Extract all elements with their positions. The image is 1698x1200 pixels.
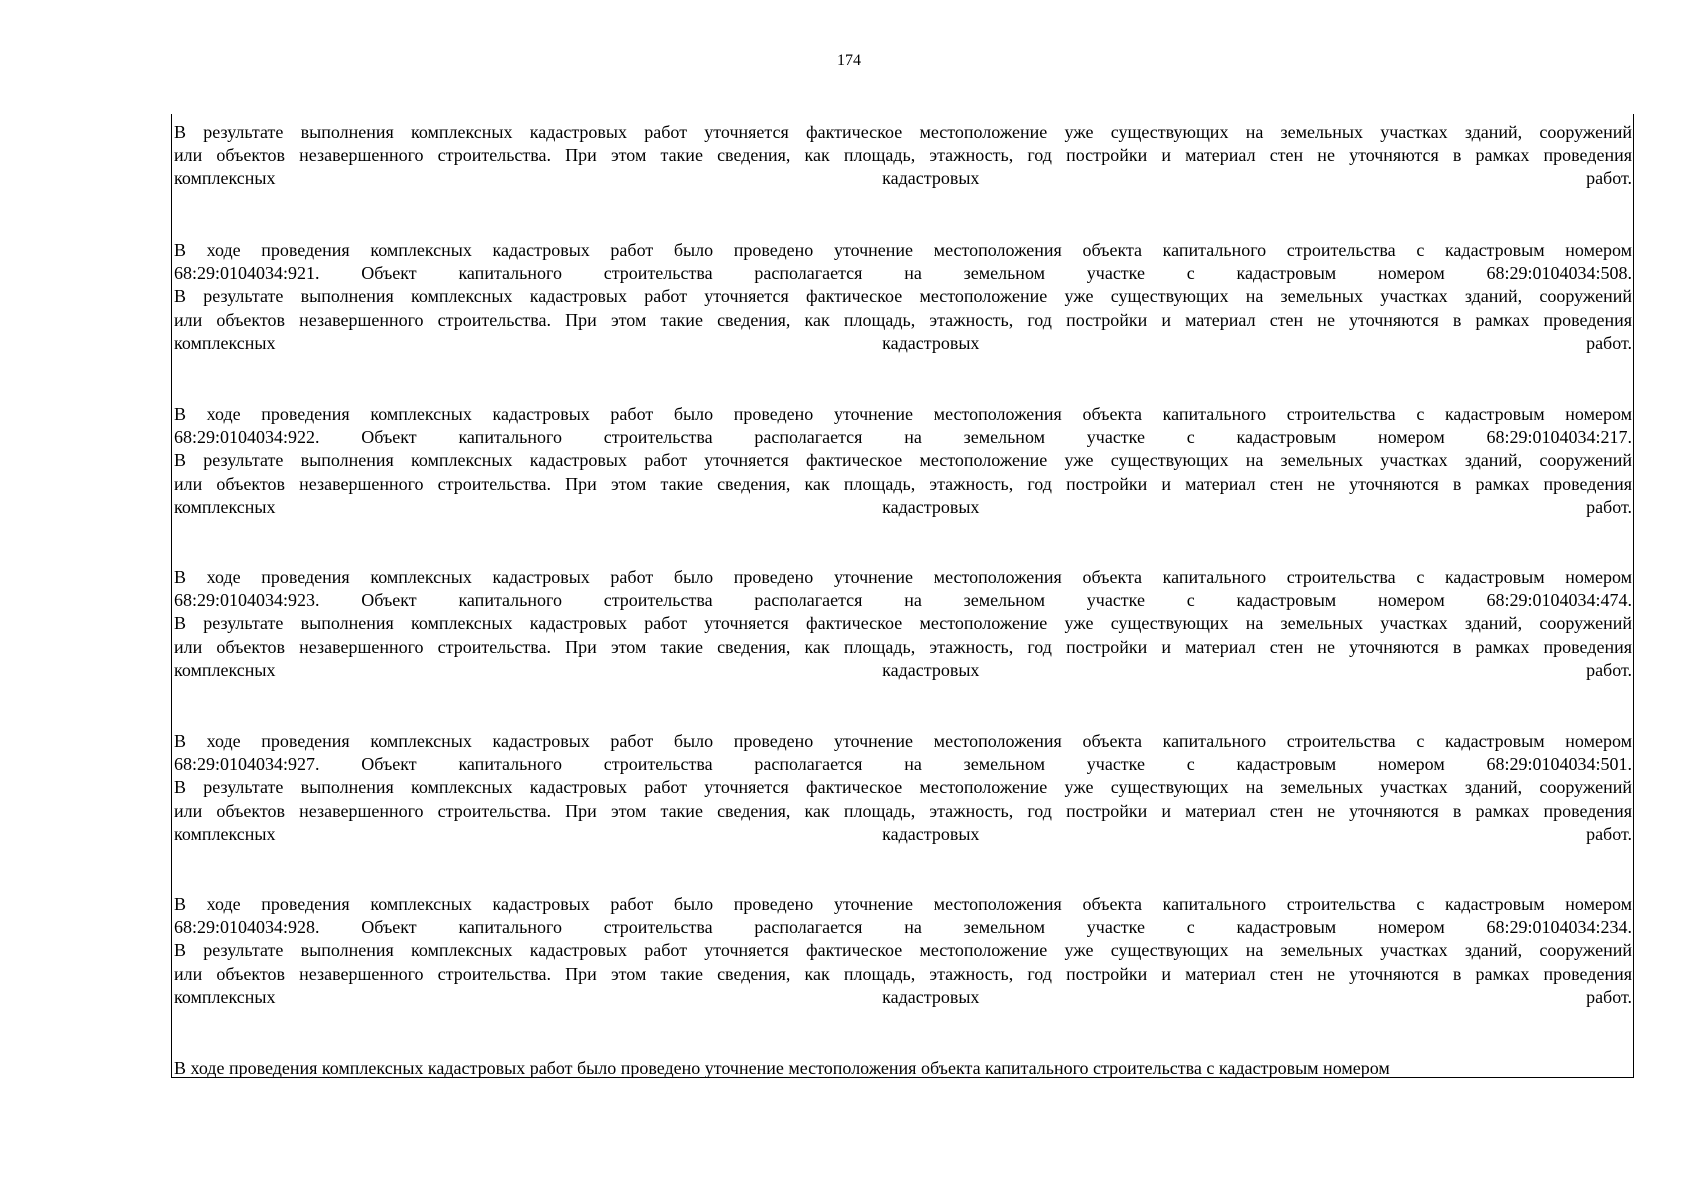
paragraph-line: или объектов незавершенного строительства. При этом такие сведения, как площадь, этажность, год постройки и материал стен не уточняются в рамках проведения — [174, 145, 1632, 166]
paragraph-line: В ходе проведения комплексных кадастровых работ было проведено уточнение местоположения объекта капитального строительства с кадастровым номером — [174, 404, 1632, 424]
paragraph-line: комплексных кадастровых работ. — [174, 986, 1632, 1007]
paragraph-line: комплексных кадастровых работ. — [174, 823, 1632, 844]
paragraph-line: В результате выполнения комплексных кадастровых работ уточняется фактическое местоположение уже существующих на земельных участках зданий, сооружений — [174, 940, 1632, 961]
paragraph-line: или объектов незавершенного строительства. При этом такие сведения, как площадь, этажность, год постройки и материал стен не уточняются в рамках проведения — [174, 963, 1632, 984]
page-number: 174 — [837, 52, 861, 69]
paragraph-line: В ходе проведения комплексных кадастровых работ было проведено уточнение местоположения объекта капитального строительства с кадастровым номером — [174, 567, 1632, 587]
paragraph-line: 68:29:0104034:928. Объект капитального строительства располагается на земельном участке с кадастровым номером 68:29:0104034:234. — [174, 917, 1632, 938]
paragraph-line: В ходе проведения комплексных кадастровых работ было проведено уточнение местоположения объекта капитального строительства с кадастровым номером — [174, 240, 1632, 260]
paragraph-line: комплексных кадастровых работ. — [174, 659, 1632, 680]
paragraph-line: В результате выполнения комплексных кадастровых работ уточняется фактическое местоположение уже существующих на земельных участках зданий, сооружений — [174, 450, 1632, 471]
paragraph-2 — [174, 239, 1632, 355]
paragraph-line: или объектов незавершенного строительства. При этом такие сведения, как площадь, этажность, год постройки и материал стен не уточняются в рамках проведения — [174, 309, 1632, 330]
paragraph-6 — [174, 893, 1632, 1009]
paragraph-line: В результате выполнения комплексных кадастровых работ уточняется фактическое местоположение уже существующих на земельных участках зданий, сооружений — [174, 613, 1632, 634]
paragraph-4 — [174, 566, 1632, 682]
paragraph-line: 68:29:0104034:927. Объект капитального строительства располагается на земельном участке с кадастровым номером 68:29:0104034:501. — [174, 754, 1632, 775]
text-table-cell — [171, 114, 1634, 1078]
paragraph-line: комплексных кадастровых работ. — [174, 496, 1632, 517]
paragraph-line: комплексных кадастровых работ. — [174, 168, 1632, 189]
paragraph-line: В результате выполнения комплексных кадастровых работ уточняется фактическое местоположение уже существующих на земельных участках зданий, сооружений — [174, 777, 1632, 798]
paragraph-line: 68:29:0104034:923. Объект капитального строительства располагается на земельном участке с кадастровым номером 68:29:0104034:474. — [174, 590, 1632, 611]
paragraph-line: 68:29:0104034:921. Объект капитального строительства располагается на земельном участке с кадастровым номером 68:29:0104034:508. — [174, 263, 1632, 284]
paragraph-line: или объектов незавершенного строительства. При этом такие сведения, как площадь, этажность, год постройки и материал стен не уточняются в рамках проведения — [174, 800, 1632, 821]
paragraph-line: В ходе проведения комплексных кадастровых работ было проведено уточнение местоположения объекта капитального строительства с кадастровым номером — [174, 1058, 1390, 1078]
paragraph-line: или объектов незавершенного строительства. При этом такие сведения, как площадь, этажность, год постройки и материал стен не уточняются в рамках проведения — [174, 636, 1632, 657]
paragraph-1 — [174, 121, 1632, 191]
paragraph-7 — [174, 1057, 1632, 1080]
paragraph-3 — [174, 403, 1632, 519]
paragraph-5 — [174, 730, 1632, 846]
paragraph-line: или объектов незавершенного строительства. При этом такие сведения, как площадь, этажность, год постройки и материал стен не уточняются в рамках проведения — [174, 473, 1632, 494]
paragraph-line: В результате выполнения комплексных кадастровых работ уточняется фактическое местоположение уже существующих на земельных участках зданий, сооружений — [174, 122, 1632, 142]
paragraph-line: В ходе проведения комплексных кадастровых работ было проведено уточнение местоположения объекта капитального строительства с кадастровым номером — [174, 731, 1632, 751]
paragraph-line: 68:29:0104034:922. Объект капитального строительства располагается на земельном участке с кадастровым номером 68:29:0104034:217. — [174, 427, 1632, 448]
paragraph-line: В ходе проведения комплексных кадастровых работ было проведено уточнение местоположения объекта капитального строительства с кадастровым номером — [174, 894, 1632, 914]
paragraph-line: комплексных кадастровых работ. — [174, 332, 1632, 353]
paragraph-line: В результате выполнения комплексных кадастровых работ уточняется фактическое местоположение уже существующих на земельных участках зданий, сооружений — [174, 286, 1632, 307]
